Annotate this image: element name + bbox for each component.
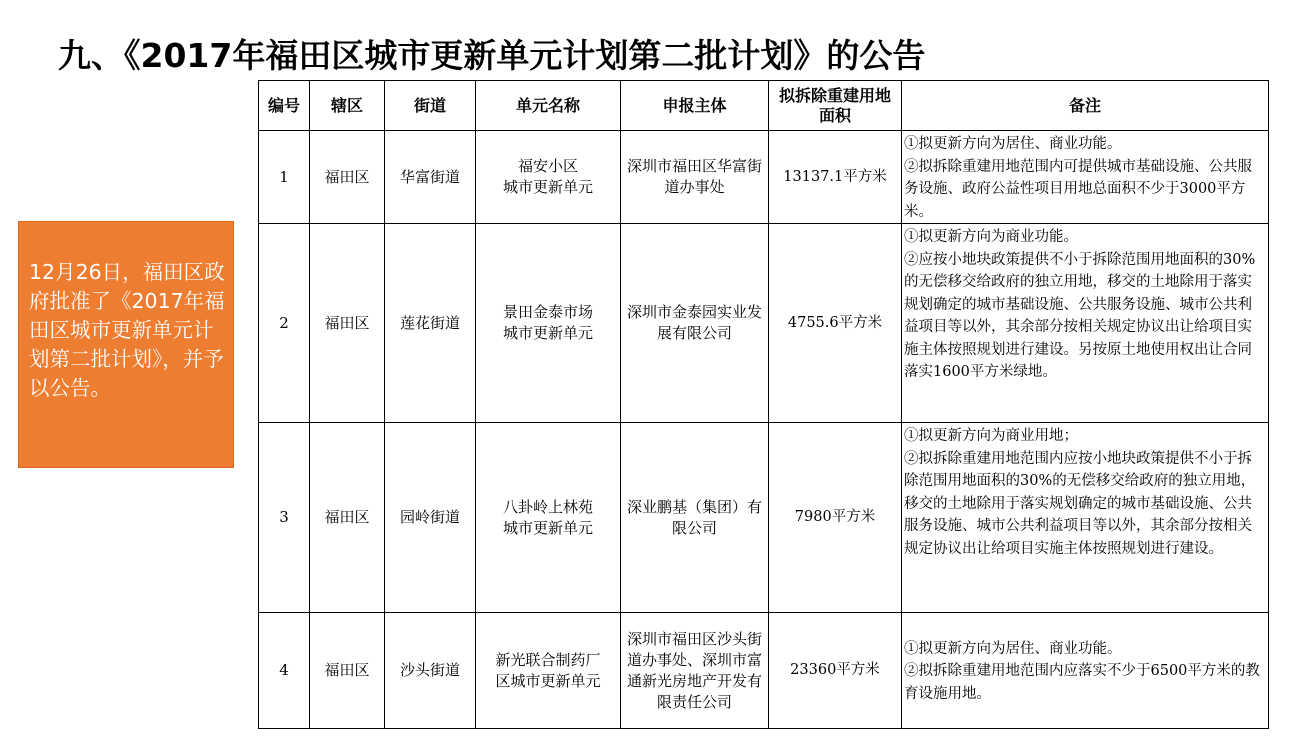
cell-applicant: 深圳市福田区沙头街道办事处、深圳市富通新光房地产开发有限责任公司 xyxy=(621,613,769,729)
remark-item: ②拟拆除重建用地范围内应落实不少于6500平方米的教育设施用地。 xyxy=(904,663,1260,702)
unit-name-line2: 城市更新单元 xyxy=(502,324,593,342)
table-row xyxy=(259,423,1269,613)
cell-area: 23360平方米 xyxy=(769,613,902,729)
remark-item: ②应按小地块政策提供不小于拆除范围用地面积的30%的无偿移交给政府的独立用地，移交的土地除用于落实规划确定的城市基础设施、公共服务设施、城市公共利益项目等以外，其余部分按相关规定协议出让给项目实施主体按照规划进行建设。另按原土地使用权出让合同落实1600平方米绿地。 xyxy=(904,251,1256,380)
cell-applicant: 深圳市福田区华富街道办事处 xyxy=(621,131,769,224)
cell-number: 1 xyxy=(259,131,310,224)
cell-district: 福田区 xyxy=(310,131,385,224)
remark-item: ①拟更新方向为居住、商业功能。 xyxy=(904,640,1122,657)
unit-name-line1: 八卦岭上林苑 xyxy=(502,497,593,516)
header-number: 编号 xyxy=(259,81,310,131)
cell-street: 莲花街道 xyxy=(385,224,476,423)
table-row xyxy=(259,131,1269,224)
cell-applicant: 深圳市金泰园实业发展有限公司 xyxy=(621,224,769,423)
header-street: 街道 xyxy=(385,81,476,131)
unit-name-line2: 城市更新单元 xyxy=(502,178,593,196)
cell-number: 4 xyxy=(259,613,310,729)
summary-callout: 12月26日，福田区政府批准了《2017年福田区城市更新单元计划第二批计划》，并予以公告。 xyxy=(18,221,234,468)
cell-area: 13137.1平方米 xyxy=(769,131,902,224)
table-row xyxy=(259,224,1269,423)
header-applicant: 申报主体 xyxy=(621,81,769,131)
cell-remarks xyxy=(902,613,1269,729)
cell-street: 华富街道 xyxy=(385,131,476,224)
cell-unit-name xyxy=(476,423,621,613)
cell-street: 园岭街道 xyxy=(385,423,476,613)
cell-unit-name xyxy=(476,224,621,423)
cell-number: 3 xyxy=(259,423,310,613)
remark-item: ①拟更新方向为商业用地； xyxy=(904,428,1078,444)
cell-area: 4755.6平方米 xyxy=(769,224,902,423)
remark-item: ②拟拆除重建用地范围内可提供城市基础设施、公共服务设施、政府公益性项目用地总面积不少于3000平方米。 xyxy=(904,158,1252,220)
cell-unit-name xyxy=(476,131,621,224)
cell-street: 沙头街道 xyxy=(385,613,476,729)
cell-district: 福田区 xyxy=(310,423,385,613)
remark-item: ①拟更新方向为居住、商业功能。 xyxy=(904,136,1122,152)
cell-remarks xyxy=(902,423,1269,613)
cell-district: 福田区 xyxy=(310,224,385,423)
cell-remarks xyxy=(902,224,1269,423)
cell-area: 7980平方米 xyxy=(769,423,902,613)
page-title: 九、《2017年福田区城市更新单元计划第二批计划》的公告 xyxy=(58,36,926,75)
cell-remarks xyxy=(902,131,1269,224)
header-area: 拟拆除重建用地面积 xyxy=(769,81,902,131)
cell-district: 福田区 xyxy=(310,613,385,729)
header-remarks: 备注 xyxy=(902,81,1269,131)
unit-name-line1: 景田金泰市场 xyxy=(502,303,593,321)
remark-item: ②拟拆除重建用地范围内应按小地块政策提供不小于拆除范围用地面积的30%的无偿移交给政府的独立用地，移交的土地除用于落实规划确定的城市基础设施、公共服务设施、城市公共利益项目等以外，其余部分按相关规定协议出让给项目实施主体按照规划进行建设。 xyxy=(904,450,1256,557)
unit-name-line1: 新光联合制药厂 xyxy=(495,650,601,669)
unit-name-line2: 城市更新单元 xyxy=(502,518,593,537)
cell-applicant: 深业鹏基（集团）有限公司 xyxy=(621,423,769,613)
header-district: 辖区 xyxy=(310,81,385,131)
unit-name-line1: 福安小区 xyxy=(517,157,578,175)
header-unit-name: 单元名称 xyxy=(476,81,621,131)
table-row xyxy=(259,613,1269,729)
table-header-row xyxy=(259,81,1269,131)
remark-item: ①拟更新方向为商业功能。 xyxy=(904,229,1078,245)
cell-number: 2 xyxy=(259,224,310,423)
cell-unit-name xyxy=(476,613,621,729)
unit-name-line2: 区城市更新单元 xyxy=(495,671,601,690)
plan-table xyxy=(258,80,1269,729)
